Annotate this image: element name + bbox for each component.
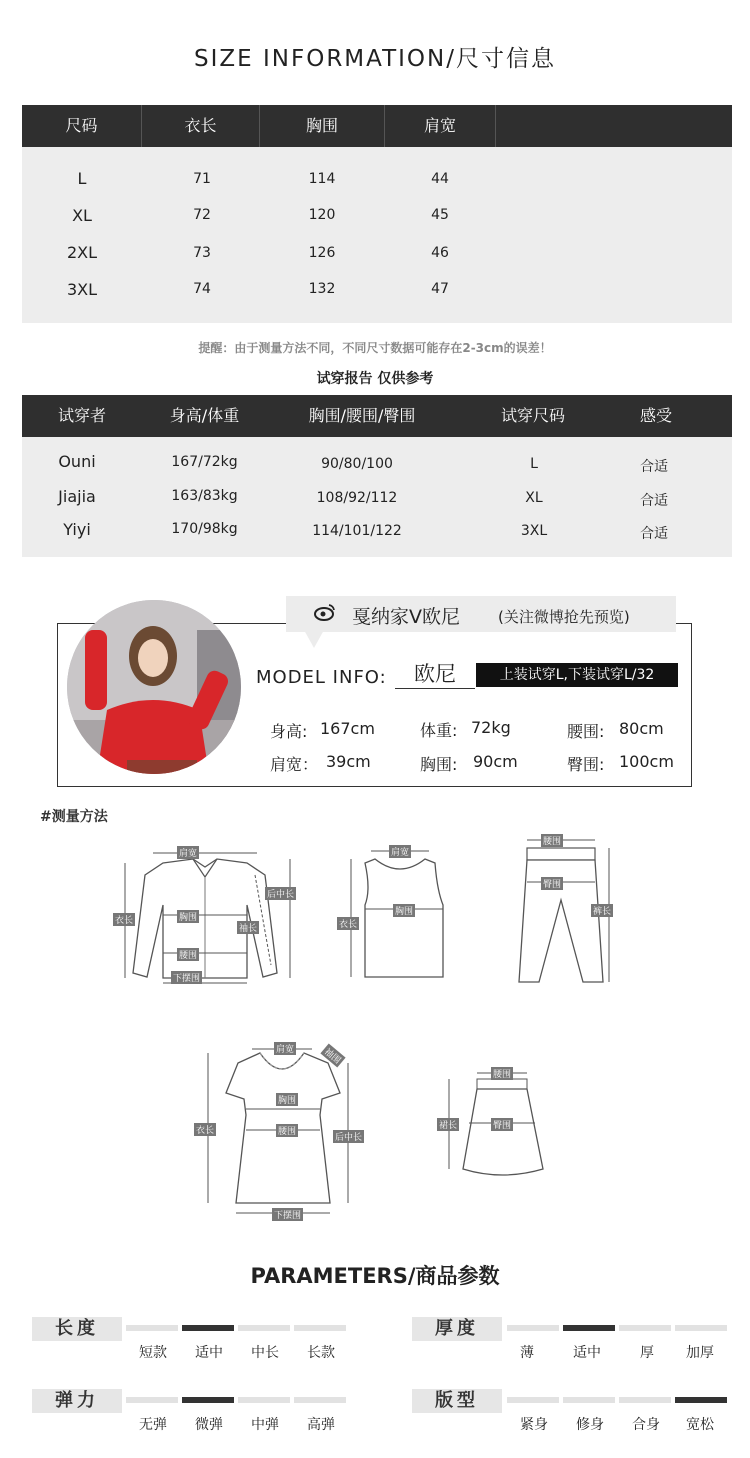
- diagram-label: 胸围: [393, 904, 415, 917]
- size-table: [22, 105, 732, 323]
- table-cell: 44: [431, 171, 449, 187]
- table-cell: XL: [525, 490, 543, 506]
- param-bar: [294, 1325, 346, 1331]
- param-bar: [238, 1397, 290, 1403]
- diagram-label: 腰围: [541, 834, 563, 847]
- model-stat-label: 身高:: [270, 722, 308, 741]
- table-cell: 2XL: [66, 243, 98, 262]
- table-cell: 47: [431, 281, 449, 297]
- diagram-label: 肩宽: [177, 846, 199, 859]
- param-bar-selected: [563, 1325, 615, 1331]
- diagram-label: 后中长: [333, 1130, 364, 1143]
- table-cell: 114: [308, 171, 336, 187]
- weibo-name: 戛纳家V欧尼: [352, 606, 460, 628]
- diagram-label: 肩宽: [274, 1042, 296, 1055]
- param-bar: [619, 1397, 671, 1403]
- param-option: 适中: [573, 1345, 601, 1361]
- trial-header-cell: 试穿尺码: [500, 406, 565, 425]
- size-table-header: [22, 105, 732, 147]
- params-title: PARAMETERS/商品参数: [250, 1264, 500, 1288]
- table-cell: 73: [193, 245, 211, 261]
- trial-title: 试穿报告 仅供参考: [316, 371, 434, 387]
- table-cell: 170/98kg: [171, 521, 238, 537]
- table-cell: Ouni: [58, 452, 96, 471]
- trial-table-header: [22, 395, 732, 437]
- model-size-tag: 上装试穿L,下装试穿L/32: [476, 663, 678, 687]
- table-cell: 114/101/122: [312, 523, 402, 539]
- diagram-label: 肩宽: [389, 845, 411, 858]
- weibo-note: (关注微博抢先预览): [498, 608, 630, 626]
- weibo-icon: [314, 603, 336, 621]
- page-title: SIZE INFORMATION/尺寸信息: [194, 46, 556, 72]
- diagram-label: 臀围: [491, 1118, 513, 1131]
- table-cell: 45: [431, 207, 449, 223]
- table-cell: 126: [308, 245, 336, 261]
- diagram-label: 胸围: [177, 910, 199, 923]
- model-stat-value: 72kg: [471, 718, 511, 737]
- size-header-cell: 尺码: [65, 116, 98, 135]
- trial-header-cell: 感受: [639, 406, 672, 425]
- table-cell: 90/80/100: [321, 456, 393, 472]
- weibo-banner: [286, 596, 676, 632]
- model-stat-label: 肩宽：: [270, 755, 319, 774]
- param-option: 薄: [520, 1345, 534, 1361]
- table-cell: 72: [193, 207, 211, 223]
- diagram-label: 后中长: [265, 887, 296, 900]
- diagram-label: 臀围: [541, 877, 563, 890]
- param-bar: [507, 1397, 559, 1403]
- table-cell: Jiajia: [58, 487, 96, 506]
- param-option: 紧身: [520, 1417, 548, 1433]
- param-bar: [675, 1325, 727, 1331]
- trial-table-body: [22, 437, 732, 557]
- diagram-label: 衣长: [113, 913, 135, 926]
- model-stat-value: 39cm: [326, 752, 371, 771]
- param-label: 版型: [412, 1389, 502, 1413]
- model-info-label: MODEL INFO:: [256, 667, 387, 688]
- table-cell: XL: [72, 206, 92, 225]
- param-bar: [238, 1325, 290, 1331]
- shirt-diagram: [105, 845, 305, 990]
- model-stat-value: 100cm: [619, 752, 674, 771]
- param-option: 厚: [640, 1345, 654, 1361]
- param-bar-selected: [182, 1397, 234, 1403]
- diagram-label: 胸围: [276, 1093, 298, 1106]
- skirt-diagram: [435, 1065, 550, 1185]
- measure-title: #测量方法: [40, 809, 108, 825]
- vest-diagram: [335, 845, 465, 985]
- model-stat-value: 90cm: [473, 752, 518, 771]
- param-option: 无弹: [139, 1417, 167, 1433]
- table-cell: L: [77, 169, 87, 188]
- table-cell: 3XL: [520, 523, 548, 539]
- param-option: 中弹: [251, 1417, 279, 1433]
- table-cell: 120: [308, 207, 336, 223]
- param-bar: [126, 1397, 178, 1403]
- model-avatar: [67, 600, 241, 774]
- param-bar-selected: [675, 1397, 727, 1403]
- table-cell: 167/72kg: [171, 454, 238, 470]
- model-stat-value: 80cm: [619, 719, 664, 738]
- pants-diagram: [505, 830, 625, 990]
- dress-diagram: [190, 1035, 375, 1225]
- param-option: 修身: [576, 1417, 604, 1433]
- diagram-label: 下摆围: [272, 1208, 303, 1221]
- param-bar-selected: [182, 1325, 234, 1331]
- diagram-label: 衣长: [337, 917, 359, 930]
- table-cell: 合适: [640, 459, 668, 475]
- measurement-note: 提醒：由于测量方法不同，不同尺寸数据可能存在2-3cm的误差！: [198, 341, 552, 355]
- param-bar: [619, 1325, 671, 1331]
- param-option: 加厚: [686, 1345, 714, 1361]
- table-cell: Yiyi: [63, 520, 91, 539]
- trial-header-cell: 试穿者: [57, 406, 106, 425]
- param-label: 弹力: [32, 1389, 122, 1413]
- diagram-label: 裙长: [437, 1118, 459, 1131]
- table-cell: 74: [193, 281, 211, 297]
- param-option: 合身: [632, 1417, 660, 1433]
- banner-pointer-icon: [304, 630, 324, 648]
- param-option: 高弹: [307, 1417, 335, 1433]
- diagram-label: 裤长: [591, 904, 613, 917]
- table-cell: 108/92/112: [316, 490, 398, 506]
- table-cell: 71: [193, 171, 211, 187]
- diagram-label: 衣长: [194, 1123, 216, 1136]
- diagram-label: 腰围: [276, 1124, 298, 1137]
- trial-table: [22, 395, 732, 557]
- table-cell: 合适: [640, 526, 668, 542]
- diagram-label: 腰围: [177, 948, 199, 961]
- param-option: 宽松: [686, 1417, 714, 1433]
- table-cell: 46: [431, 245, 449, 261]
- diagram-label: 腰围: [491, 1067, 513, 1080]
- table-cell: L: [530, 456, 538, 472]
- model-name: 欧尼: [395, 658, 475, 689]
- size-table-body: [22, 147, 732, 323]
- param-bar: [126, 1325, 178, 1331]
- model-stat-label: 胸围:: [420, 755, 458, 774]
- table-cell: 合适: [640, 493, 668, 509]
- param-option: 中长: [251, 1345, 279, 1361]
- table-cell: 132: [308, 281, 336, 297]
- diagram-label: 袖长: [237, 921, 259, 934]
- size-header-cell: 胸围: [305, 116, 338, 135]
- model-stat-label: 腰围:: [567, 722, 605, 741]
- param-label: 长度: [32, 1317, 122, 1341]
- diagram-label: 袖围: [320, 1043, 345, 1067]
- param-option: 微弹: [195, 1417, 223, 1433]
- param-option: 适中: [195, 1345, 223, 1361]
- trial-header-cell: 身高/体重: [169, 406, 240, 425]
- diagram-label: 下摆围: [171, 971, 202, 984]
- param-option: 长款: [307, 1345, 335, 1361]
- size-header-cell: 肩宽: [423, 116, 456, 135]
- table-cell: 3XL: [66, 280, 98, 299]
- trial-header-cell: 胸围/腰围/臀围: [308, 406, 416, 425]
- param-bar: [294, 1397, 346, 1403]
- model-stat-value: 167cm: [320, 719, 375, 738]
- model-stat-label: 臀围:: [567, 755, 605, 774]
- param-label: 厚度: [412, 1317, 502, 1341]
- param-bar: [507, 1325, 559, 1331]
- size-header-cell: 衣长: [184, 116, 217, 135]
- param-bar: [563, 1397, 615, 1403]
- table-cell: 163/83kg: [171, 488, 238, 504]
- model-stat-label: 体重:: [420, 721, 458, 740]
- param-option: 短款: [139, 1345, 167, 1361]
